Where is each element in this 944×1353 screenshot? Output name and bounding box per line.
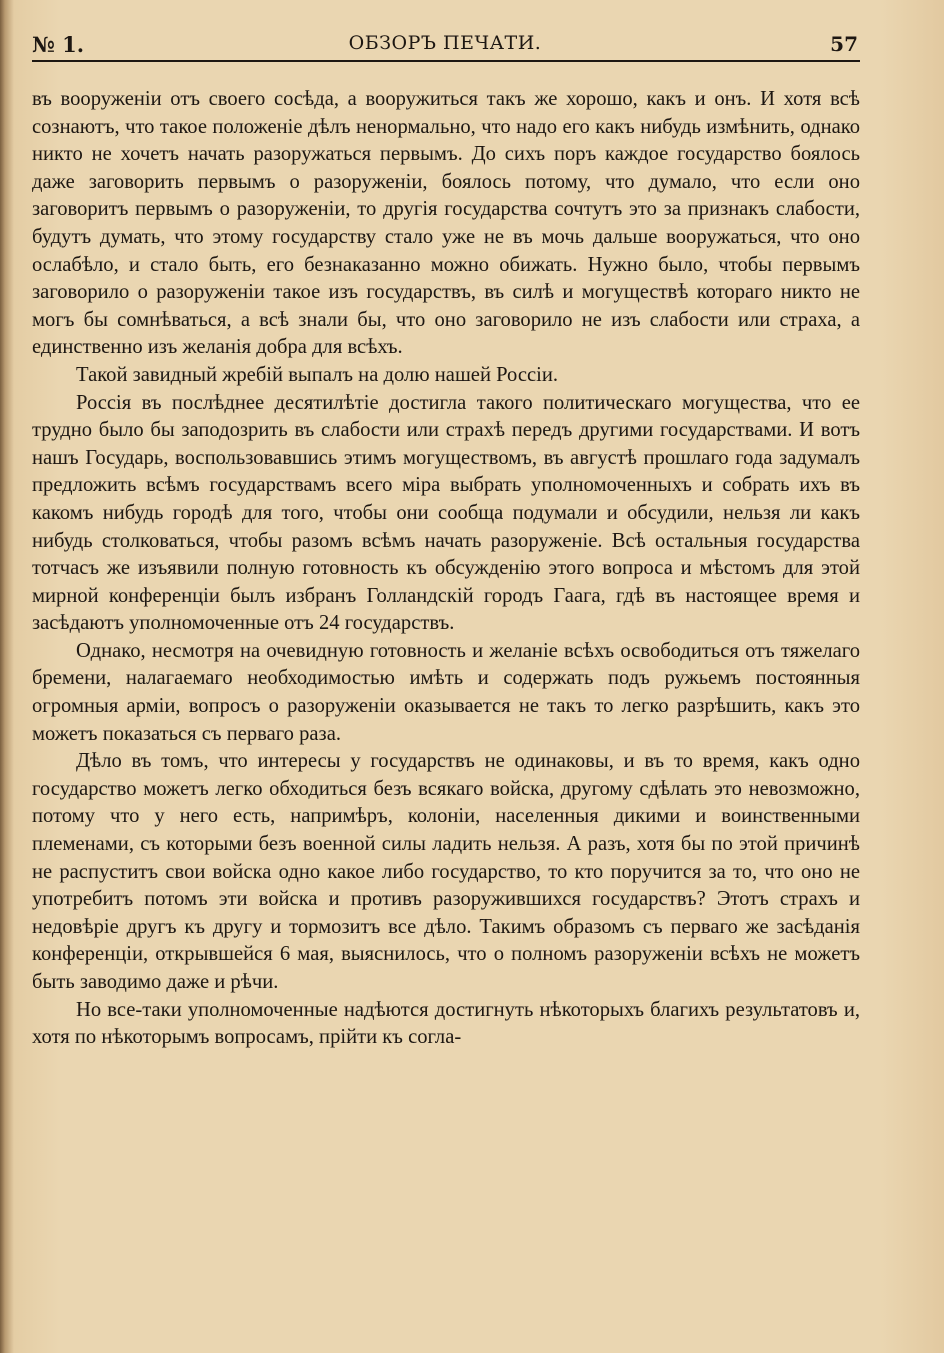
- running-title: ОБЗОРЪ ПЕЧАТИ.: [348, 32, 542, 54]
- paragraph: Россія въ послѣднее десятилѣтіе достигла такого политическаго могущества, что ее трудно было бы заподозрить въ слабости или страхѣ передъ другими государствами. И вотъ нашъ Государь, воспользовавшись этимъ могуществомъ, въ августѣ прошлаго года задумалъ предложить всѣмъ государствамъ всего міра выбрать уполномоченныхъ и собрать ихъ въ какомъ нибудь городѣ для того, чтобы они сообща подумали и обсудили, нельзя ли какъ нибудь столковаться, чтобы разомъ всѣмъ начать разоруженіе. Всѣ остальныя государства тотчасъ же изъявили полную готовность къ обсужденію этого вопроса и мѣстомъ для этой мирной конференціи былъ избранъ Голландскій городъ Гаага, гдѣ въ настоящее время и засѣдаютъ уполномоченные отъ 24 государствъ.: [32, 391, 860, 635]
- issue-number: № 1.: [32, 32, 85, 57]
- paragraph: Такой завидный жребій выпалъ на долю нашей Россіи.: [76, 363, 559, 386]
- paragraph: Дѣло въ томъ, что интересы у государствъ не одинаковы, и въ то время, какъ одно государство можетъ легко обходиться безъ всякаго войска, другому сдѣлать это невозможно, потому что у него есть, напримѣръ, колоніи, населенныя дикими и воинственными племенами, съ которыми безъ военной силы ладить нельзя. А разъ, хотя бы по этой причинѣ не распуститъ свои войска одно какое либо государство, то кто поручится за то, что оно не употребитъ потомъ эти войска и противъ разоружившихся государствъ? Этотъ страхъ и недовѣріе другъ къ другу и тормозитъ все дѣло. Такимъ образомъ съ перваго же засѣданія конференціи, открывшейся 6 мая, выяснилось, что о полномъ разоруженіи всѣхъ не можетъ быть заводимо даже и рѣчи.: [32, 750, 860, 993]
- page-number: 57: [830, 32, 858, 56]
- paragraph: Однако, несмотря на очевидную готовность и желаніе всѣхъ освободиться отъ тяжелаго бремени, налагаемаго необходимостью имѣть и содержать подъ ружьемъ постоянныя огромныя арміи, вопросъ о разоруженіи оказывается не такъ то легко разрѣшить, какъ это можетъ показаться съ перваго раза.: [32, 639, 860, 745]
- body-text: [32, 86, 860, 1052]
- header-rule: [32, 60, 860, 62]
- paragraph-continuation: въ вооруженіи отъ своего сосѣда, а вооружиться такъ же хорошо, какъ и онъ. И хотя всѣ сознаютъ, что такое положеніе дѣлъ ненормально, что надо его какъ нибудь измѣнить, однако никто не хочетъ начать разоружаться первымъ. До сихъ поръ каждое государство боялось даже заговорить первымъ о разоруженіи, боялось потому, что думало, что если оно заговоритъ первымъ о разоруженіи, то другія государства сочтутъ это за признакъ слабости, будутъ думать, что этому государству стало уже не въ мочь дальше вооружаться, что оно ослабѣло, и стало быть, его безнаказанно можно обижать. Нужно было, чтобы первымъ заговорило о разоруженіи такое изъ государствъ, въ силѣ и могуществѣ котораго никто не могъ бы сомнѣваться, а всѣ знали бы, что оно заговорило не изъ слабости или страха, а единственно изъ желанія добра для всѣхъ.: [32, 88, 860, 359]
- paragraph: Но все-таки уполномоченные надѣются достигнуть нѣкоторыхъ благихъ результатовъ и, хотя по нѣкоторымъ вопросамъ, прійти къ согла-: [32, 998, 860, 1049]
- page-header: [32, 30, 858, 58]
